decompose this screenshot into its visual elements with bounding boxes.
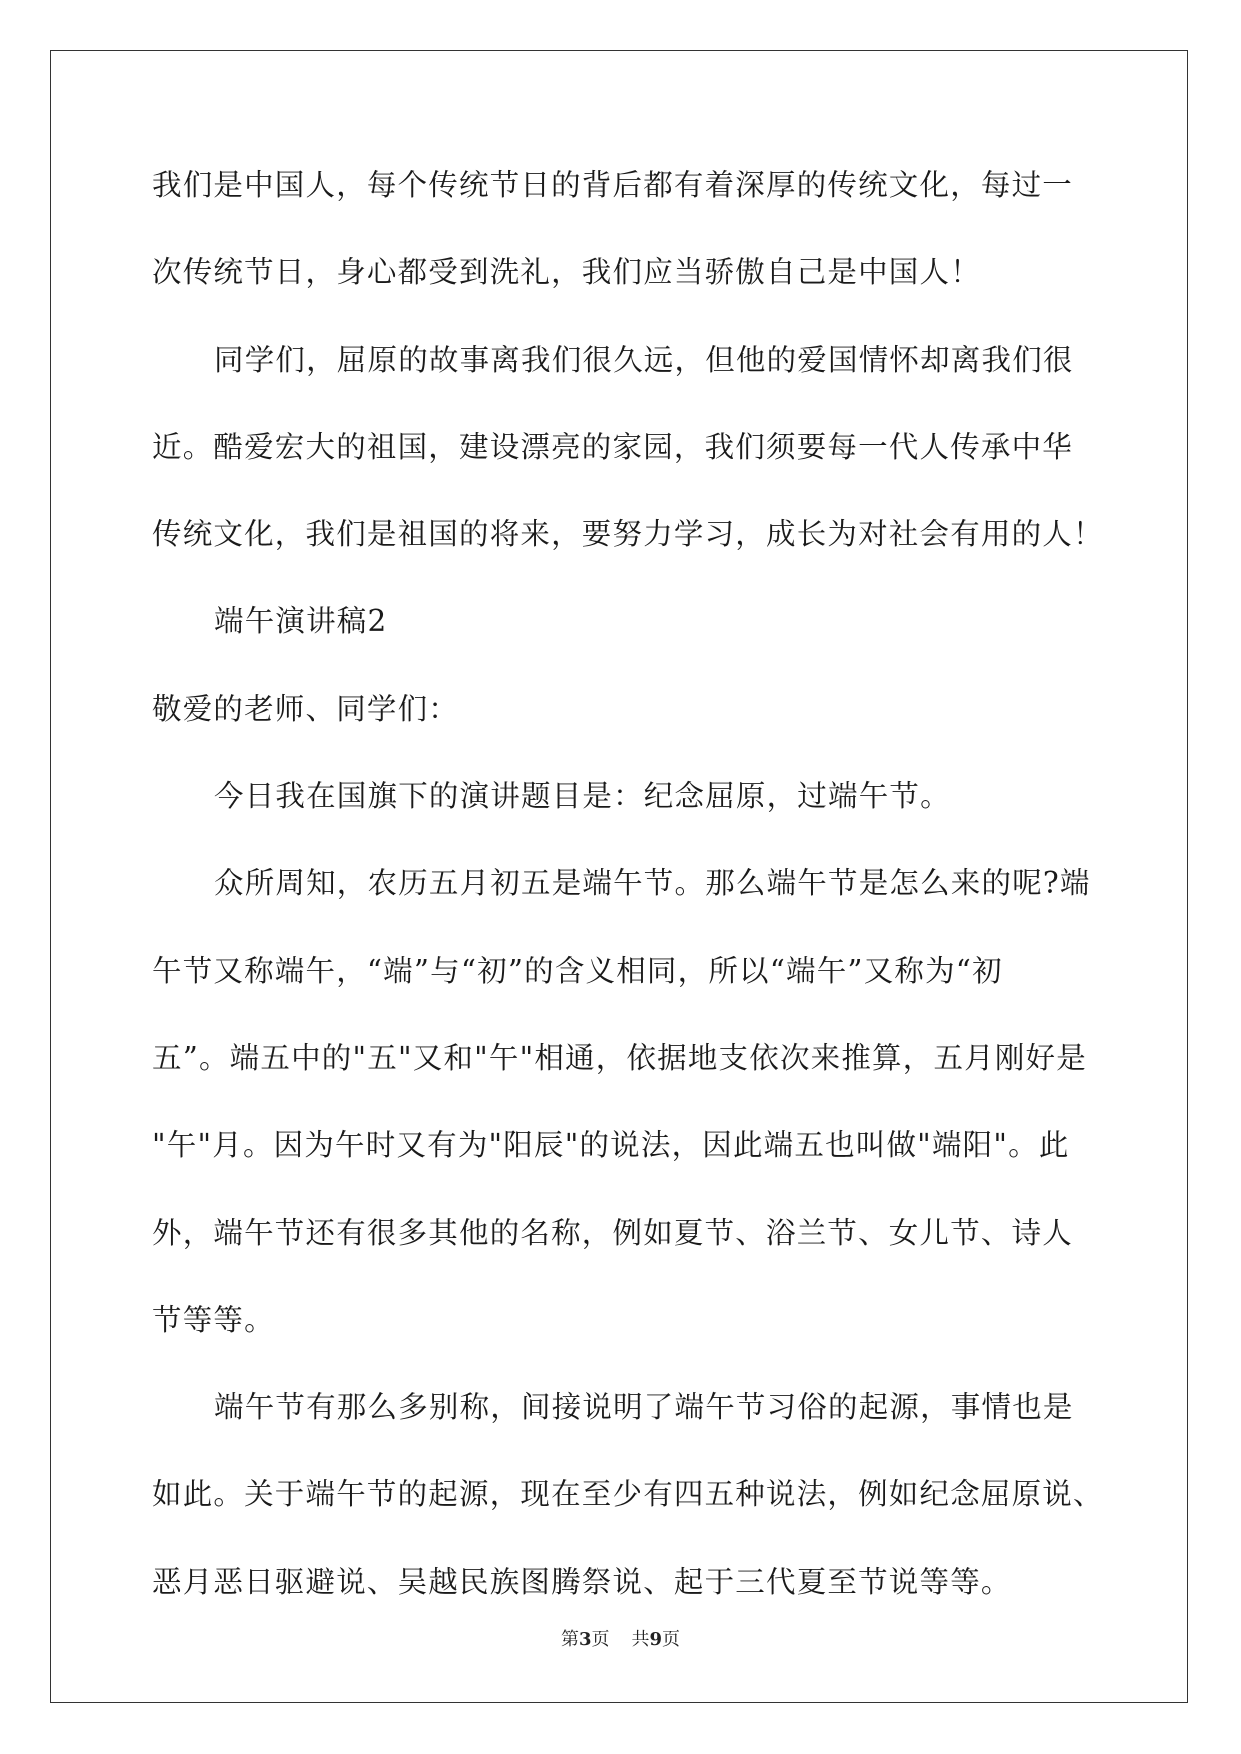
- salutation: 敬爱的老师、同学们：: [152, 691, 460, 726]
- paragraph-line: 端午节有那么多别称，间接说明了端午节习俗的起源，事情也是: [214, 1390, 1074, 1425]
- paragraph-line: 恶月恶日驱避说、吴越民族图腾祭说、起于三代夏至节说等等。: [152, 1564, 1012, 1599]
- paragraph-line: 五”。端五中的"五"又和"午"相通，依据地支依次来推算，五月刚好是: [152, 1040, 1087, 1075]
- paragraph-line: "午"月。因为午时又有为"阳辰"的说法，因此端五也叫做"端阳"。此: [152, 1128, 1070, 1163]
- paragraph-line: 次传统节日，身心都受到洗礼，我们应当骄傲自己是中国人！: [152, 255, 981, 290]
- paragraph-line: 我们是中国人，每个传统节日的背后都有着深厚的传统文化，每过一: [152, 168, 1074, 202]
- page-number-label: 第3页: [560, 1629, 610, 1650]
- paragraph-line: 众所周知，农历五月初五是端午节。那么端午节是怎么来的呢?端: [214, 866, 1091, 901]
- paragraph-line: 今日我在国旗下的演讲题目是：纪念屈原，过端午节。: [214, 779, 951, 814]
- page-total-label: 共9页: [631, 1629, 681, 1650]
- paragraph-line: 同学们，屈原的故事离我们很久远，但他的爱国情怀却离我们很: [214, 342, 1074, 377]
- page-footer: [0, 1625, 1241, 1651]
- paragraph-line: 近。酷爱宏大的祖国，建设漂亮的家园，我们须要每一代人传承中华: [152, 429, 1074, 464]
- paragraph-line: 传统文化，我们是祖国的将来，要努力学习，成长为对社会有用的人！: [152, 517, 1104, 552]
- section-heading: 端午演讲稿2: [214, 604, 388, 639]
- paragraph-line: 如此。关于端午节的起源，现在至少有四五种说法，例如纪念屈原说、: [152, 1477, 1104, 1512]
- document-body: [152, 142, 1104, 1626]
- paragraph-line: 午节又称端午，“端”与“初”的含义相同，所以“端午”又称为“初: [152, 953, 1003, 988]
- paragraph-line: 外，端午节还有很多其他的名称，例如夏节、浴兰节、女儿节、诗人: [152, 1215, 1074, 1250]
- paragraph-line: 节等等。: [152, 1302, 275, 1337]
